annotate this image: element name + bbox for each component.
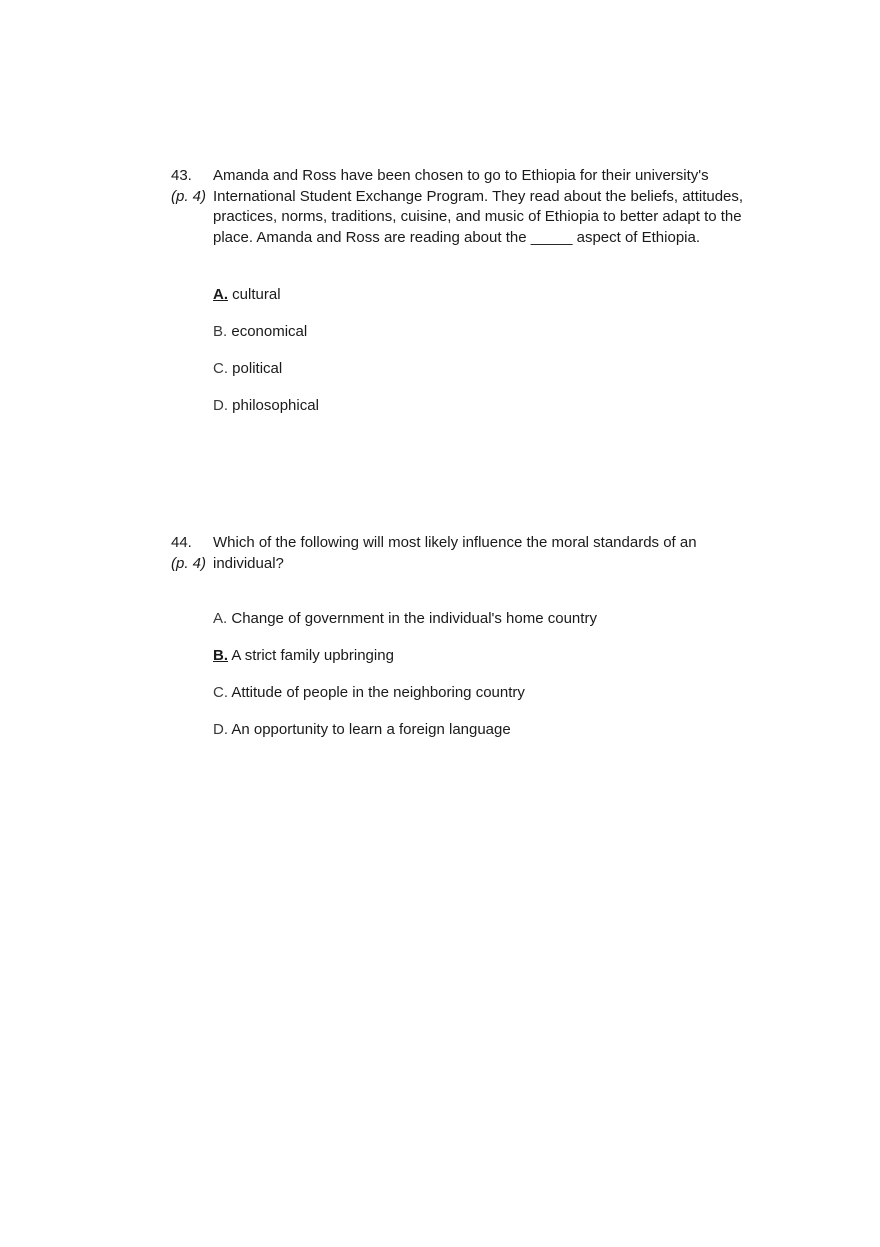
answer-option-b	[213, 322, 771, 359]
option-letter: C.	[213, 684, 228, 701]
option-text: cultural	[232, 286, 281, 303]
option-text: economical	[231, 323, 308, 340]
question-header	[171, 166, 771, 248]
option-text: Change of government in the individual's home country	[231, 610, 597, 627]
page-reference: (p. 4)	[171, 187, 207, 205]
option-text: An opportunity to learn a foreign language	[231, 721, 511, 738]
question-header	[171, 533, 771, 574]
question-44	[171, 533, 771, 757]
option-letter-correct: B.	[213, 647, 228, 664]
question-number: 43.	[171, 167, 192, 184]
option-letter-correct: A.	[213, 286, 228, 303]
answer-option-c	[213, 683, 771, 720]
option-letter: B.	[213, 323, 228, 340]
question-text: Which of the following will most likely influence the moral standards of an individual?	[213, 534, 697, 572]
answer-option-a	[213, 285, 771, 322]
question-number: 44.	[171, 534, 192, 551]
option-letter: C.	[213, 360, 228, 377]
question-text: Amanda and Ross have been chosen to go to Ethiopia for their university's International Student Exchange Program. They read about the beliefs, attitudes, practices, norms, traditions, cuisine, and music of Ethiopia to better adapt to the place. Amanda and Ross are reading about the _____ aspect of Ethiopia.	[213, 167, 744, 246]
answer-option-d	[213, 720, 771, 757]
answer-option-c	[213, 359, 771, 396]
answer-option-a	[213, 609, 771, 646]
option-letter: A.	[213, 610, 228, 627]
question-43	[171, 166, 771, 433]
answer-option-b	[213, 646, 771, 683]
answer-option-d	[213, 396, 771, 433]
option-text: Attitude of people in the neighboring country	[231, 684, 525, 701]
page-reference: (p. 4)	[171, 554, 207, 572]
option-letter: D.	[213, 721, 228, 738]
option-letter: D.	[213, 397, 228, 414]
option-text: A strict family upbringing	[231, 647, 394, 664]
option-text: philosophical	[232, 397, 319, 414]
answer-options	[171, 285, 771, 433]
option-text: political	[232, 360, 283, 377]
answer-options	[171, 609, 771, 757]
